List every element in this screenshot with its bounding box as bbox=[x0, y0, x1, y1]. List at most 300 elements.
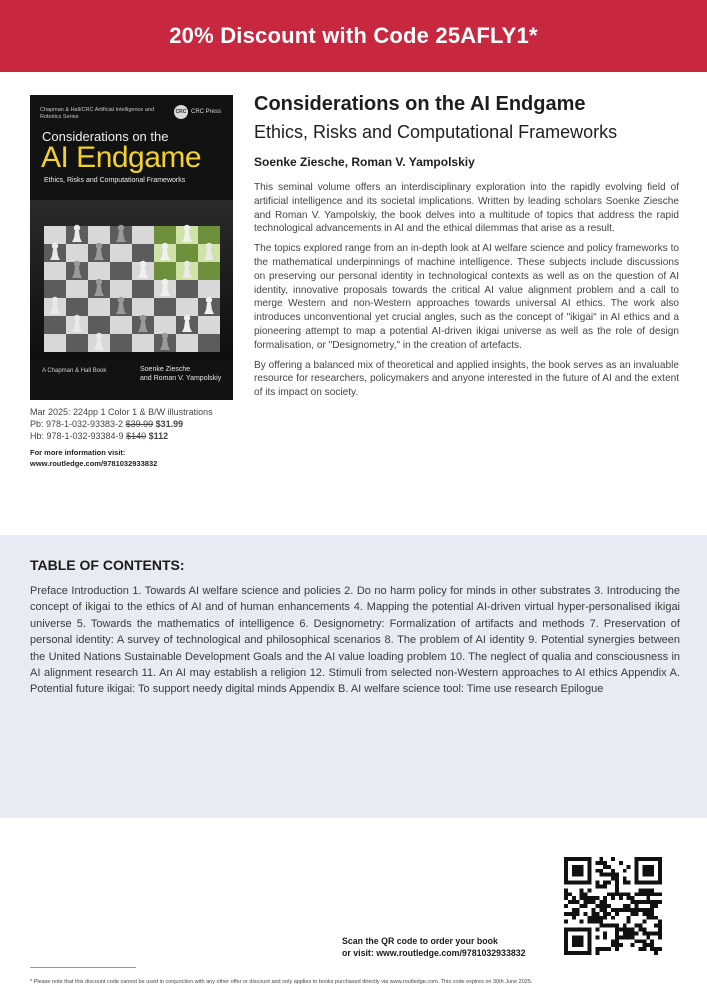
qr-module bbox=[588, 881, 592, 885]
qr-module bbox=[642, 931, 646, 935]
chessboard-square bbox=[44, 226, 66, 244]
chessboard-illustration bbox=[30, 200, 233, 360]
qr-module bbox=[627, 916, 631, 920]
qr-module bbox=[642, 928, 646, 932]
qr-module bbox=[611, 939, 615, 943]
qr-module bbox=[638, 947, 642, 951]
qr-module bbox=[564, 951, 568, 955]
qr-module bbox=[564, 888, 568, 892]
pricing-info bbox=[30, 406, 245, 442]
qr-module bbox=[615, 912, 619, 916]
qr-module bbox=[658, 873, 662, 877]
qr-module bbox=[627, 881, 631, 885]
qr-module bbox=[572, 928, 576, 932]
qr-module bbox=[623, 931, 627, 935]
qr-module bbox=[572, 900, 576, 904]
qr-module bbox=[611, 857, 615, 861]
qr-module bbox=[650, 943, 654, 947]
qr-module bbox=[627, 896, 631, 900]
qr-module bbox=[642, 943, 646, 947]
qr-module bbox=[580, 888, 584, 892]
qr-module bbox=[580, 928, 584, 932]
qr-module bbox=[595, 920, 599, 924]
qr-module bbox=[627, 865, 631, 869]
qr-module bbox=[607, 865, 611, 869]
qr-module bbox=[564, 931, 568, 935]
qr-module bbox=[615, 928, 619, 932]
qr-module bbox=[576, 869, 580, 873]
qr-module bbox=[572, 943, 576, 947]
qr-module bbox=[568, 881, 572, 885]
qr-module bbox=[623, 935, 627, 939]
qr-module bbox=[631, 896, 635, 900]
qr-module bbox=[603, 881, 607, 885]
qr-module bbox=[635, 904, 639, 908]
scan-line-1: Scan the QR code to order your book bbox=[342, 936, 498, 946]
qr-module bbox=[599, 861, 603, 865]
qr-module bbox=[595, 928, 599, 932]
more-info-link[interactable]: www.routledge.com/9781032933832 bbox=[30, 458, 158, 468]
cover-author-1: Soenke Ziesche bbox=[140, 366, 191, 373]
qr-module bbox=[599, 920, 603, 924]
qr-module bbox=[635, 877, 639, 881]
chessboard-square bbox=[154, 262, 176, 280]
qr-module bbox=[638, 892, 642, 896]
qr-module bbox=[650, 888, 654, 892]
qr-module bbox=[654, 892, 658, 896]
qr-module bbox=[576, 881, 580, 885]
qr-module bbox=[568, 928, 572, 932]
cover-author-2: and Roman V. Yampolskiy bbox=[140, 375, 222, 382]
qr-module bbox=[658, 892, 662, 896]
qr-module bbox=[623, 904, 627, 908]
qr-module bbox=[650, 865, 654, 869]
cover-title-line2: AI Endgame bbox=[41, 141, 202, 174]
qr-module bbox=[599, 884, 603, 888]
qr-module bbox=[564, 865, 568, 869]
qr-module bbox=[615, 943, 619, 947]
qr-module bbox=[646, 912, 650, 916]
cover-publisher: A Chapman & Hall Book bbox=[42, 368, 107, 374]
qr-module bbox=[572, 869, 576, 873]
qr-module bbox=[564, 892, 568, 896]
chessboard-square bbox=[110, 244, 132, 262]
qr-module bbox=[584, 857, 588, 861]
qr-module bbox=[623, 924, 627, 928]
qr-module bbox=[603, 896, 607, 900]
qr-module bbox=[568, 900, 572, 904]
hardback-old-price: $140 bbox=[126, 431, 147, 441]
qr-module bbox=[619, 892, 623, 896]
qr-module bbox=[588, 920, 592, 924]
qr-module bbox=[638, 857, 642, 861]
qr-module bbox=[591, 896, 595, 900]
qr-module bbox=[588, 888, 592, 892]
qr-module bbox=[623, 881, 627, 885]
footnote: * Please note that this discount code cannot be used in conjunction with any other offer or discount and only applies to books purchased directly via www.routledge.com. This code expires on 30th June 2025. bbox=[30, 979, 533, 985]
qr-module bbox=[591, 900, 595, 904]
qr-module bbox=[658, 900, 662, 904]
qr-module bbox=[611, 943, 615, 947]
cover-title-line1: Considerations on the bbox=[42, 129, 169, 144]
qr-module bbox=[603, 947, 607, 951]
qr-module bbox=[572, 935, 576, 939]
qr-module bbox=[627, 928, 631, 932]
qr-module bbox=[654, 951, 658, 955]
qr-module bbox=[564, 857, 568, 861]
chessboard-square bbox=[88, 262, 110, 280]
qr-module bbox=[615, 888, 619, 892]
qr-module bbox=[595, 951, 599, 955]
qr-module bbox=[654, 931, 658, 935]
qr-module bbox=[599, 857, 603, 861]
book-details: Mar 2025: 224pp 1 Color 1 & B/W illustrations bbox=[30, 407, 213, 417]
hardback-isbn: Hb: 978-1-032-93384-9 bbox=[30, 431, 124, 441]
paperback-isbn: Pb: 978-1-032-93383-2 bbox=[30, 419, 124, 429]
qr-module bbox=[650, 931, 654, 935]
qr-module bbox=[611, 896, 615, 900]
chessboard-square bbox=[44, 334, 66, 352]
qr-module bbox=[646, 908, 650, 912]
qr-module bbox=[588, 896, 592, 900]
qr-module bbox=[642, 892, 646, 896]
chessboard-square bbox=[88, 298, 110, 316]
book-authors: Soenke Ziesche, Roman V. Yampolskiy bbox=[254, 155, 475, 169]
qr-module bbox=[642, 873, 646, 877]
qr-module bbox=[588, 928, 592, 932]
qr-module bbox=[646, 900, 650, 904]
qr-module bbox=[635, 931, 639, 935]
qr-module bbox=[584, 904, 588, 908]
chessboard-square bbox=[88, 226, 110, 244]
qr-module bbox=[638, 900, 642, 904]
qr-module bbox=[564, 869, 568, 873]
cover-subtitle: Ethics, Risks and Computational Frameworks bbox=[44, 177, 186, 184]
qr-module bbox=[595, 916, 599, 920]
qr-module bbox=[635, 892, 639, 896]
qr-module bbox=[654, 924, 658, 928]
qr-module bbox=[658, 920, 662, 924]
qr-module bbox=[658, 931, 662, 935]
qr-module bbox=[572, 865, 576, 869]
qr-module bbox=[564, 947, 568, 951]
qr-module bbox=[588, 916, 592, 920]
qr-module bbox=[650, 904, 654, 908]
qr-module bbox=[580, 881, 584, 885]
qr-module bbox=[576, 939, 580, 943]
qr-module bbox=[611, 892, 615, 896]
qr-module bbox=[603, 865, 607, 869]
chessboard-square bbox=[176, 280, 198, 298]
qr-module bbox=[580, 892, 584, 896]
qr-module bbox=[615, 939, 619, 943]
qr-module bbox=[580, 939, 584, 943]
qr-module bbox=[595, 869, 599, 873]
qr-module bbox=[607, 873, 611, 877]
more-info bbox=[30, 448, 157, 469]
qr-module bbox=[599, 900, 603, 904]
toc-heading: TABLE OF CONTENTS: bbox=[30, 557, 185, 573]
scan-line-2[interactable]: or visit: www.routledge.com/9781032933832 bbox=[342, 948, 526, 958]
chessboard-square bbox=[132, 244, 154, 262]
description-paragraph: The topics explored range from an in-depth look at AI welfare science and policy frameworks to the mathematical underpinnings of machine intelligence. These subjects include discussions on preserving our personal identity in technological contexts as well as on the question of AI identity, innovative proposals towards the critical AI value alignment problem and a call to merge Western and non-Western approaches towards universal AI ethics. The work also introduces unconventional yet crucial angles, such as the concept of "ikigai" in AI ethics and a pioneering attempt to map a potential AI-driven ikigai universe as well as the role of design formalisation, or "Designometry," in the creation of artefacts. bbox=[254, 243, 679, 351]
qr-module bbox=[564, 943, 568, 947]
discount-banner-text: 20% Discount with Code 25AFLY1* bbox=[169, 23, 538, 48]
qr-module bbox=[595, 881, 599, 885]
chessboard-square bbox=[154, 316, 176, 334]
qr-module bbox=[646, 931, 650, 935]
chessboard-square bbox=[198, 316, 220, 334]
qr-module bbox=[591, 916, 595, 920]
qr-module bbox=[584, 912, 588, 916]
qr-module bbox=[588, 900, 592, 904]
qr-module bbox=[635, 924, 639, 928]
scan-instructions bbox=[342, 935, 526, 959]
qr-module bbox=[642, 908, 646, 912]
qr-module bbox=[658, 881, 662, 885]
qr-module bbox=[572, 857, 576, 861]
qr-module bbox=[623, 892, 627, 896]
qr-module bbox=[658, 861, 662, 865]
qr-code[interactable] bbox=[564, 857, 662, 955]
qr-module bbox=[603, 904, 607, 908]
qr-module bbox=[595, 861, 599, 865]
qr-module bbox=[658, 947, 662, 951]
chessboard-square bbox=[66, 334, 88, 352]
qr-module bbox=[580, 904, 584, 908]
qr-module bbox=[635, 873, 639, 877]
chessboard-square bbox=[198, 334, 220, 352]
qr-module bbox=[595, 935, 599, 939]
qr-module bbox=[615, 884, 619, 888]
qr-module bbox=[607, 892, 611, 896]
qr-module bbox=[595, 947, 599, 951]
qr-module bbox=[631, 931, 635, 935]
qr-module bbox=[646, 935, 650, 939]
chessboard-square bbox=[44, 316, 66, 334]
qr-module bbox=[588, 931, 592, 935]
qr-module bbox=[646, 857, 650, 861]
qr-module bbox=[564, 896, 568, 900]
qr-module bbox=[615, 908, 619, 912]
qr-module bbox=[595, 884, 599, 888]
qr-module bbox=[635, 908, 639, 912]
qr-module bbox=[564, 920, 568, 924]
qr-module bbox=[650, 912, 654, 916]
qr-module bbox=[623, 908, 627, 912]
qr-module bbox=[572, 873, 576, 877]
qr-module bbox=[580, 951, 584, 955]
qr-module bbox=[599, 908, 603, 912]
qr-module bbox=[568, 892, 572, 896]
qr-module bbox=[572, 908, 576, 912]
qr-module bbox=[591, 908, 595, 912]
qr-module bbox=[580, 943, 584, 947]
qr-module bbox=[607, 947, 611, 951]
qr-module bbox=[584, 881, 588, 885]
qr-module bbox=[631, 900, 635, 904]
qr-module bbox=[576, 912, 580, 916]
qr-module bbox=[650, 939, 654, 943]
qr-module bbox=[642, 881, 646, 885]
qr-module bbox=[576, 943, 580, 947]
qr-module bbox=[603, 916, 607, 920]
qr-module bbox=[650, 857, 654, 861]
qr-module bbox=[603, 908, 607, 912]
qr-module bbox=[615, 931, 619, 935]
qr-module bbox=[638, 924, 642, 928]
chessboard-square bbox=[110, 334, 132, 352]
qr-module bbox=[619, 861, 623, 865]
qr-module bbox=[646, 916, 650, 920]
qr-module bbox=[635, 912, 639, 916]
book-subtitle: Ethics, Risks and Computational Frameworks bbox=[254, 122, 618, 142]
qr-module bbox=[650, 947, 654, 951]
qr-module bbox=[603, 924, 607, 928]
qr-module bbox=[635, 939, 639, 943]
description-paragraph: This seminal volume offers an interdisciplinary exploration into the rapidly evolving field of artificial intelligence and its societal implications. Written by leading scholars Soenke Ziesche and Roman V. Yampolskiy, the book delves into a multitude of topics that address the rapid technological advancements in AI and the ethical dilemmas that arise as a result. bbox=[254, 182, 679, 235]
qr-module bbox=[642, 912, 646, 916]
qr-module bbox=[619, 935, 623, 939]
qr-module bbox=[642, 920, 646, 924]
qr-module bbox=[595, 904, 599, 908]
qr-module bbox=[642, 888, 646, 892]
paperback-old-price: $39.99 bbox=[125, 419, 154, 429]
qr-module bbox=[591, 912, 595, 916]
qr-module bbox=[650, 916, 654, 920]
qr-module bbox=[576, 951, 580, 955]
qr-module bbox=[631, 908, 635, 912]
qr-module bbox=[638, 888, 642, 892]
qr-module bbox=[631, 912, 635, 916]
qr-module bbox=[635, 900, 639, 904]
qr-module bbox=[564, 928, 568, 932]
qr-module bbox=[615, 892, 619, 896]
qr-module bbox=[588, 943, 592, 947]
qr-module bbox=[576, 935, 580, 939]
qr-module bbox=[658, 869, 662, 873]
chessboard-square bbox=[66, 244, 88, 262]
chessboard-square bbox=[132, 298, 154, 316]
qr-module bbox=[635, 869, 639, 873]
qr-module bbox=[603, 884, 607, 888]
qr-module bbox=[619, 943, 623, 947]
qr-module bbox=[564, 939, 568, 943]
chessboard-square bbox=[198, 262, 220, 280]
qr-module bbox=[603, 931, 607, 935]
qr-module bbox=[646, 865, 650, 869]
qr-module bbox=[642, 900, 646, 904]
qr-module bbox=[607, 924, 611, 928]
qr-module bbox=[646, 892, 650, 896]
qr-module bbox=[650, 881, 654, 885]
qr-module bbox=[584, 900, 588, 904]
qr-module bbox=[623, 877, 627, 881]
cover-authors bbox=[140, 365, 221, 383]
qr-module bbox=[580, 869, 584, 873]
qr-module bbox=[580, 873, 584, 877]
qr-module bbox=[584, 951, 588, 955]
qr-module bbox=[568, 912, 572, 916]
chessboard-square bbox=[176, 298, 198, 316]
qr-module bbox=[588, 951, 592, 955]
chessboard-square bbox=[198, 280, 220, 298]
qr-module bbox=[615, 924, 619, 928]
qr-module bbox=[642, 857, 646, 861]
qr-module bbox=[615, 947, 619, 951]
chessboard-square bbox=[66, 298, 88, 316]
qr-module bbox=[588, 935, 592, 939]
qr-module bbox=[627, 920, 631, 924]
qr-module bbox=[658, 865, 662, 869]
qr-module bbox=[595, 896, 599, 900]
qr-module bbox=[642, 947, 646, 951]
chessboard-square bbox=[132, 334, 154, 352]
qr-module bbox=[603, 873, 607, 877]
qr-module bbox=[588, 861, 592, 865]
qr-module bbox=[623, 928, 627, 932]
footnote-divider bbox=[30, 967, 136, 968]
qr-module bbox=[654, 900, 658, 904]
qr-module bbox=[588, 857, 592, 861]
qr-module bbox=[572, 881, 576, 885]
qr-module bbox=[603, 912, 607, 916]
qr-module bbox=[584, 896, 588, 900]
qr-module bbox=[576, 857, 580, 861]
qr-module bbox=[576, 900, 580, 904]
qr-module bbox=[588, 947, 592, 951]
qr-module bbox=[572, 896, 576, 900]
qr-module bbox=[588, 877, 592, 881]
book-cover bbox=[30, 95, 233, 400]
qr-module bbox=[650, 892, 654, 896]
chessboard-square bbox=[44, 262, 66, 280]
chessboard-square bbox=[44, 280, 66, 298]
qr-module bbox=[599, 947, 603, 951]
qr-module bbox=[603, 861, 607, 865]
qr-module bbox=[638, 928, 642, 932]
qr-module bbox=[607, 912, 611, 916]
chessboard-square bbox=[110, 262, 132, 280]
qr-module bbox=[576, 908, 580, 912]
qr-module bbox=[635, 865, 639, 869]
qr-module bbox=[607, 881, 611, 885]
qr-module bbox=[654, 904, 658, 908]
qr-module bbox=[627, 908, 631, 912]
qr-module bbox=[599, 916, 603, 920]
qr-module bbox=[654, 881, 658, 885]
qr-module bbox=[635, 857, 639, 861]
qr-module bbox=[611, 869, 615, 873]
qr-module bbox=[635, 861, 639, 865]
qr-module bbox=[595, 912, 599, 916]
qr-module bbox=[572, 939, 576, 943]
qr-module bbox=[611, 916, 615, 920]
qr-module bbox=[638, 939, 642, 943]
chessboard-square bbox=[66, 280, 88, 298]
qr-module bbox=[580, 857, 584, 861]
chessboard-square bbox=[154, 298, 176, 316]
qr-module bbox=[654, 916, 658, 920]
qr-module bbox=[576, 928, 580, 932]
chessboard-square bbox=[154, 226, 176, 244]
qr-module bbox=[611, 908, 615, 912]
toc-body: Preface Introduction 1. Towards AI welfare science and policies 2. Do no harm policy for minds in other substrates 3. Introducing the concept of ikigai to the ethics of AI and of human enhancements 4. Mapping the potential AI-driven virtual hyper-personalised ikigai universe 5. Towards the mathematics of intelligence 6. Designometry: Formalization of artifacts and methods 7. Preservation of personal identity: A survey of technological and philosophical scenarios 8. The problem of AI identity 9. Potential synergies between the United Nations Sustainable Development Goals and the AI value loading problem 10. The neglect of qualia and consciousness in AI alignment research 11. An AI may establish a religion 12. Stimuli from selected non-Western approaches to AI ethics Appendix A. Potential future ikigai: To support needy digital minds Appendix B. AI welfare science tool: Time use research Epilogue bbox=[30, 585, 680, 696]
qr-module bbox=[646, 869, 650, 873]
chessboard-square bbox=[176, 334, 198, 352]
qr-module bbox=[568, 857, 572, 861]
cover-series: Chapman & Hall/CRC Artificial Intelligence and Robotics Series bbox=[40, 107, 155, 120]
